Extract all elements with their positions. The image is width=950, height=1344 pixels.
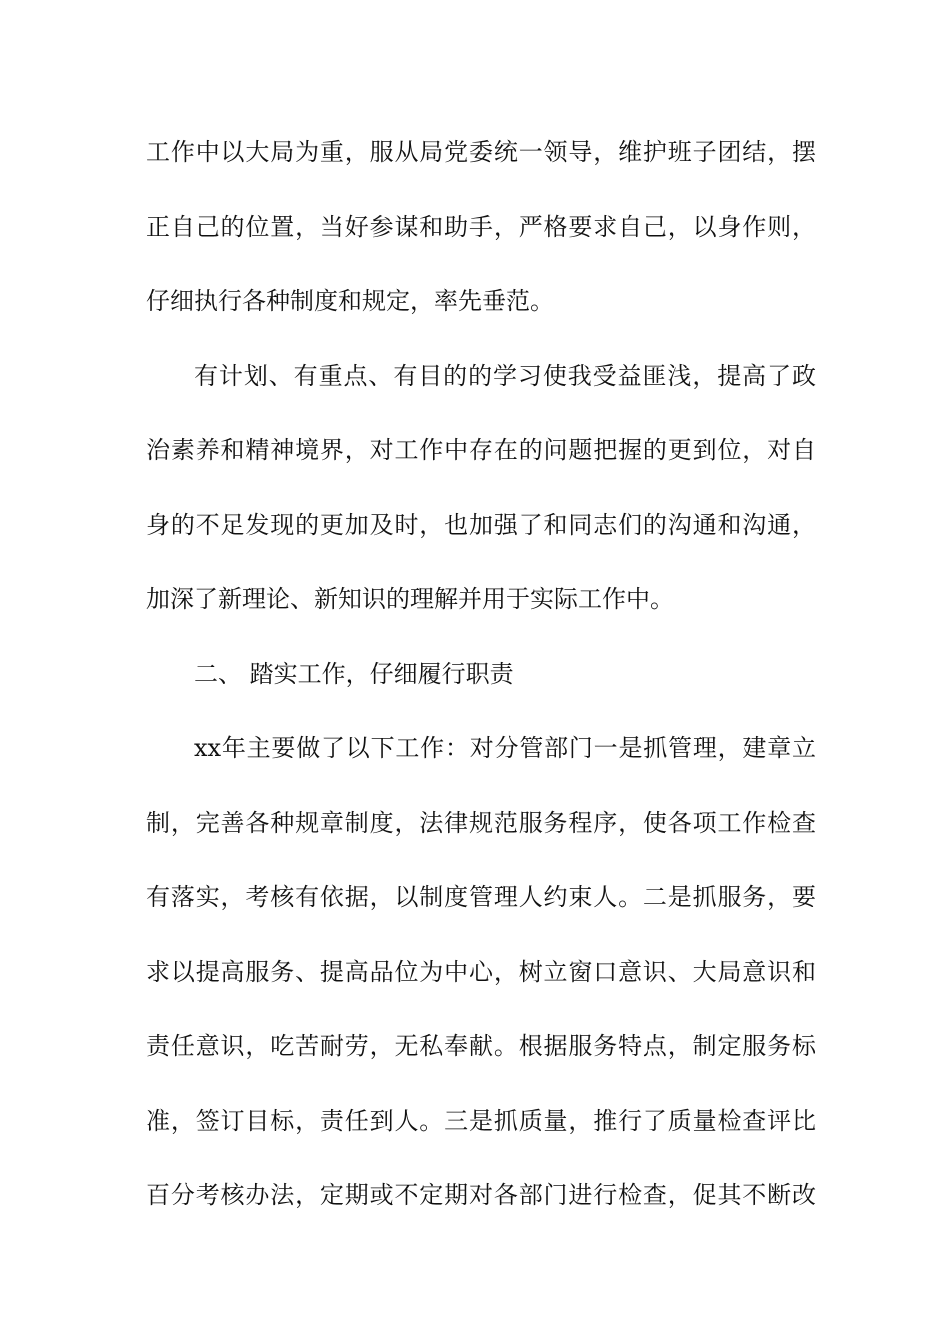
paragraph-line: 责任意识，吃苦耐劳，无私奉献。根据服务特点，制定服务标 — [146, 1032, 816, 1060]
paragraph-line: 工作中以大局为重，服从局党委统一领导，维护班子团结，摆 — [146, 138, 816, 166]
paragraph-line: 百分考核办法，定期或不定期对各部门进行检查，促其不断改 — [146, 1181, 816, 1209]
paragraph-line: 求以提高服务、提高品位为中心，树立窗口意识、大局意识和 — [146, 957, 816, 986]
paragraph-line: 治素养和精神境界，对工作中存在的问题把握的更到位，对自 — [146, 436, 816, 464]
paragraph-line: 身的不足发现的更加及时，也加强了和同志们的沟通和沟通， — [146, 510, 816, 539]
paragraph-line: 准，签订目标，责任到人。三是抓质量，推行了质量检查评比 — [146, 1106, 816, 1135]
paragraph-line: 正自己的位置，当好参谋和助手，严格要求自己，以身作则， — [146, 212, 816, 241]
paragraph-line: 有计划、有重点、有目的的学习使我受益匪浅，提高了政 — [194, 361, 816, 390]
paragraph-line: 有落实，考核有依据，以制度管理人约束人。二是抓服务，要 — [146, 883, 816, 911]
paragraph-line: xx年主要做了以下工作：对分管部门一是抓管理，建章立 — [194, 734, 816, 762]
paragraph-line: 制，完善各种规章制度，法律规范服务程序，使各项工作检查 — [146, 808, 816, 837]
paragraph-line: 仔细执行各种制度和规定，率先垂范。 — [146, 287, 554, 315]
body-text — [146, 128, 816, 1246]
paragraph-line: 加深了新理论、新知识的理解并用于实际工作中。 — [146, 585, 674, 613]
section-heading: 二、 踏实工作，仔细履行职责 — [194, 659, 514, 688]
